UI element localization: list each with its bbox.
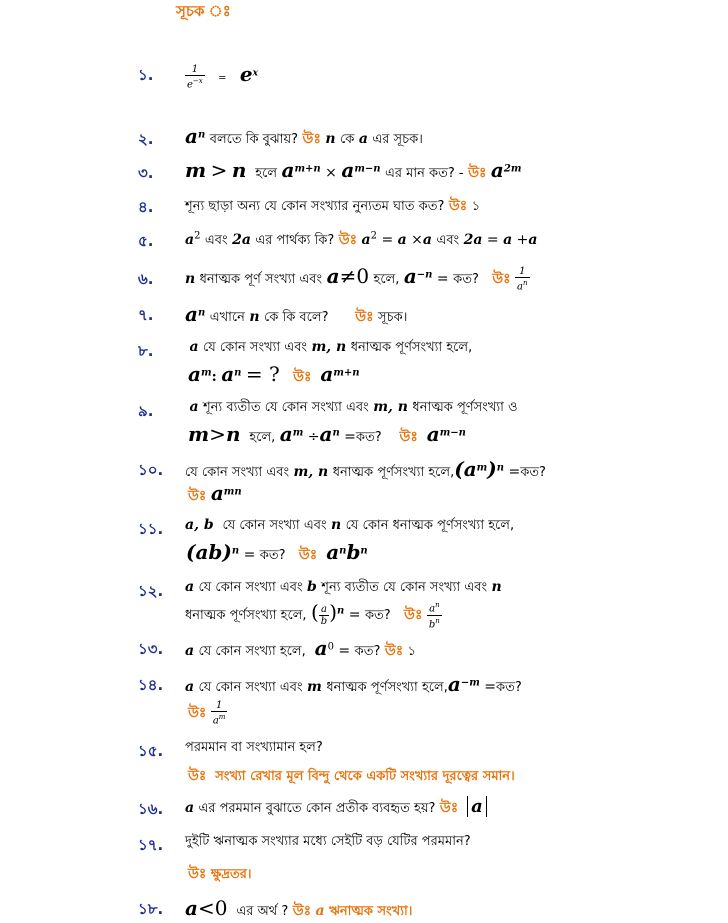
item-content: a শূন্য ব্যতীত যে কোন সংখ্যা এবং m, n ধনাত্মক পূর্ণসংখ্যা ও <box>189 399 518 415</box>
item-content-line2: ধনাত্মক পূর্ণসংখ্যা হলে, ( $\frac{a}{b}$ )$^n$ = কত? উঃ $\frac{a^n}{b^n}$ <box>185 600 440 630</box>
item-number: ১৪. <box>138 676 164 694</box>
answer-label: উঃ <box>338 232 358 248</box>
item-text: এর পরমমান বুঝাতে কোন প্রতীক ব্যবহৃত হয়? <box>198 801 436 816</box>
item-text: যে কোন সংখ্যা এবং <box>198 680 303 695</box>
item-number: ১৭. <box>138 836 164 854</box>
answer-label: উঃ <box>355 309 374 325</box>
item-content: $a^n$ এখানে n কে কি বলে? উঃ সূচক। <box>185 302 408 326</box>
answer-label: উঃ <box>448 198 468 214</box>
answer-label: উঃ <box>293 369 312 385</box>
item-content: a যে কোন সংখ্যা এবং m ধনাত্মক পূর্ণসংখ্যা $হলে,a^{-m}$ =কত? <box>185 672 522 696</box>
item-content <box>185 194 480 218</box>
item-text: শূন্য ব্যতীত যে কোন সংখ্যা এবং <box>321 580 488 595</box>
answer-label: উঃ <box>404 607 423 623</box>
item-text: এর পার্থক্য কি? <box>255 233 335 248</box>
item-number: ৩. <box>138 164 154 182</box>
absolute-value-symbol: a <box>467 796 487 817</box>
item-content: যে কোন সংখ্যা এবং m, n ধনাত্মক পূর্ণসংখ্যা $হলে,(a^m)^n$ =কত? <box>185 457 546 481</box>
item-number: ১৬. <box>138 800 164 818</box>
item-text: কত? <box>453 272 479 287</box>
item-number: ১০. <box>138 461 164 479</box>
item-content: $a^n$ বলতে কি বুঝায়? উঃ n কে a এর সূচক। <box>185 124 423 148</box>
item-text: যে কোন সংখ্যা এবং <box>202 340 308 355</box>
item-text: এর মান কত? - <box>385 166 464 181</box>
item-content-line2 <box>188 764 515 788</box>
item-number: ১৫. <box>138 742 164 760</box>
answer-label: উঃ <box>292 903 312 919</box>
item-content-line2 <box>188 700 227 726</box>
item-text: কত? <box>354 644 381 659</box>
answer-text: ১ <box>407 644 417 659</box>
item-text: যে কোন সংখ্যা এবং <box>185 465 290 480</box>
item-text: বলতে কি বুঝায়? <box>209 132 299 147</box>
item-text: দুইটি ঋনাত্মক সংখ্যার মধ্যে সেইটি বড় যেটির পরমমান? <box>185 834 471 849</box>
item-text: যে কোন সংখ্যা হলে, <box>198 644 306 659</box>
item-content-line2 <box>188 862 252 886</box>
item-text: ধনাত্মক পূর্ণ সংখ্যা এবং <box>199 272 323 287</box>
item-text: এর অর্থ ? <box>236 904 289 919</box>
item-number: ১৮. <box>138 900 164 918</box>
answer-label: উঃ <box>468 165 487 181</box>
item-text: এখানে <box>209 310 245 325</box>
fraction: $\frac{1}{e^{-x}}$ <box>187 63 203 91</box>
item-content <box>185 832 471 853</box>
answer-label: উঃ <box>492 271 511 287</box>
item-text: যে কোন ধনাত্মক পূর্ণসংখ্যা হলে, <box>345 518 515 533</box>
item-text: শূন্য ব্যতীত যে কোন সংখ্যা এবং <box>202 400 369 415</box>
item-number: ২. <box>138 130 154 148</box>
item-content-line2: $a^m$: $a^n$ = ? উঃ $a^{m+n}$ <box>188 362 360 386</box>
item-content: a, b যে কোন সংখ্যা এবং n যে কোন ধনাত্মক পূর্ণসংখ্যা হলে, <box>185 517 515 533</box>
fraction: $\frac{a^n}{b^n}$ <box>428 601 440 630</box>
item-content: a এর পরমমান বুঝাতে কোন প্রতীক ব্যবহৃত হয়? উঃ a <box>185 796 487 820</box>
item-text: ধনাত্মক পূর্ণসংখ্যা হলে, <box>332 465 455 480</box>
item-text: শূন্য ছাড়া অন্য যে কোন সংখ্যার নুন্যতম ঘাত কত? <box>185 199 445 214</box>
item-content: a যে কোন সংখ্যা হলে, $a^0$ = কত? উঃ ১ <box>185 636 417 660</box>
item-number: ১১. <box>138 520 164 538</box>
item-text: হলে <box>255 166 278 181</box>
answer-label: উঃ <box>188 705 207 722</box>
answer-label: উঃ <box>302 131 321 147</box>
item-number: ৮. <box>138 342 154 360</box>
item-number: ১২. <box>138 582 164 600</box>
item-number: ৪. <box>138 198 154 216</box>
item-text: ধনাত্মক পূর্ণসংখ্যা হলে, <box>350 340 473 355</box>
item-text: যে কোন সংখ্যা এবং <box>222 518 327 533</box>
item-text: পরমমান বা সংখ্যামান হল? <box>185 740 323 755</box>
item-content <box>185 738 323 759</box>
fraction: $\frac{1}{a^m}$ <box>212 700 226 727</box>
answer-label: উঃ <box>188 866 207 882</box>
item-text: ধনাত্মক পূর্ণসংখ্যা ও <box>412 400 518 415</box>
item-number: ৬. <box>138 270 154 288</box>
item-text: ধনাত্মক পূর্ণসংখ্যা হলে, <box>185 608 307 623</box>
answer-label: উঃ <box>188 768 207 784</box>
answer-text: সূচক। <box>378 310 408 325</box>
item-content-line2: m>n হলে, $a^m \div a^n$ =কত? উঃ $a^{m-n}$ <box>188 422 466 446</box>
item-number: ১. <box>138 66 154 84</box>
item-number: ৯. <box>138 402 154 420</box>
answer-label: উঃ <box>298 547 318 563</box>
item-text: এবং <box>436 233 460 248</box>
answer-text: ঋনাত্মক সংখ্যা। <box>329 904 413 919</box>
item-text: কত? <box>355 430 382 445</box>
item-content: $\frac{1}{e^{-x}}$ = $e^x$ <box>187 62 258 91</box>
item-text: কে <box>340 132 355 147</box>
item-text: কত? <box>259 548 286 563</box>
item-text: হলে, <box>249 430 276 445</box>
item-text: কে কি বলে? <box>263 310 329 325</box>
item-number: ৭. <box>138 306 154 324</box>
item-content: $a^2$ এবং 2a এর পার্থক্য কি? উঃ $a^2 = a \times a$ এবং 2a = a +a <box>185 230 538 248</box>
item-text: এবং <box>204 233 228 248</box>
item-number: ৫. <box>138 232 154 250</box>
answer-label: উঃ <box>188 488 207 504</box>
item-content-line2: (ab)$^n$ = কত? উঃ $a^nb^n$ <box>186 540 368 564</box>
item-text: কত? <box>364 608 391 623</box>
answer-text: সংখ্যা রেখার মূল বিন্দু থেকে একটি সংখ্যার দূরত্বের সমান। <box>215 769 515 784</box>
item-text: এর সূচক। <box>372 132 423 147</box>
item-text: হলে, <box>373 272 400 287</box>
item-content-line2: উঃ $a^{mn}$ <box>188 481 242 505</box>
item-text: কত? <box>520 465 546 480</box>
item-content: a যে কোন সংখ্যা এবং m, n ধনাত্মক পূর্ণসংখ্যা হলে, <box>189 339 473 355</box>
item-content: a যে কোন সংখ্যা এবং b শূন্য ব্যতীত যে কোন সংখ্যা এবং n <box>185 579 502 595</box>
fraction: $\frac{a}{b}$ <box>320 603 328 627</box>
item-content: n ধনাত্মক পূর্ণ সংখ্যা এবং a≠0 হলে, $a^{-n}$ = কত? উঃ $\frac{1}{a^n}$ <box>185 264 528 293</box>
answer-text: ১ <box>471 199 481 214</box>
item-content: a<0 এর অর্থ ? উঃ a ঋনাত্মক সংখ্যা। <box>185 896 413 920</box>
fraction: $\frac{1}{a^n}$ <box>517 265 528 293</box>
item-number: ১৩. <box>138 640 164 658</box>
page-title: সূচক ঃ <box>176 2 231 20</box>
item-content: m > n হলে $a^{m+n} \times a^{m-n}$ এর মান কত? - উঃ $a^{2m}$ <box>185 158 522 182</box>
answer-text: ক্ষুদ্রতর। <box>210 867 252 882</box>
item-text: কত? <box>495 680 522 695</box>
answer-label: উঃ <box>384 643 404 659</box>
item-text: যে কোন সংখ্যা এবং <box>198 580 303 595</box>
item-text: ধনাত্মক পূর্ণসংখ্যা হলে, <box>326 680 448 695</box>
answer-label: উঃ <box>439 800 459 816</box>
answer-label: উঃ <box>399 429 418 445</box>
